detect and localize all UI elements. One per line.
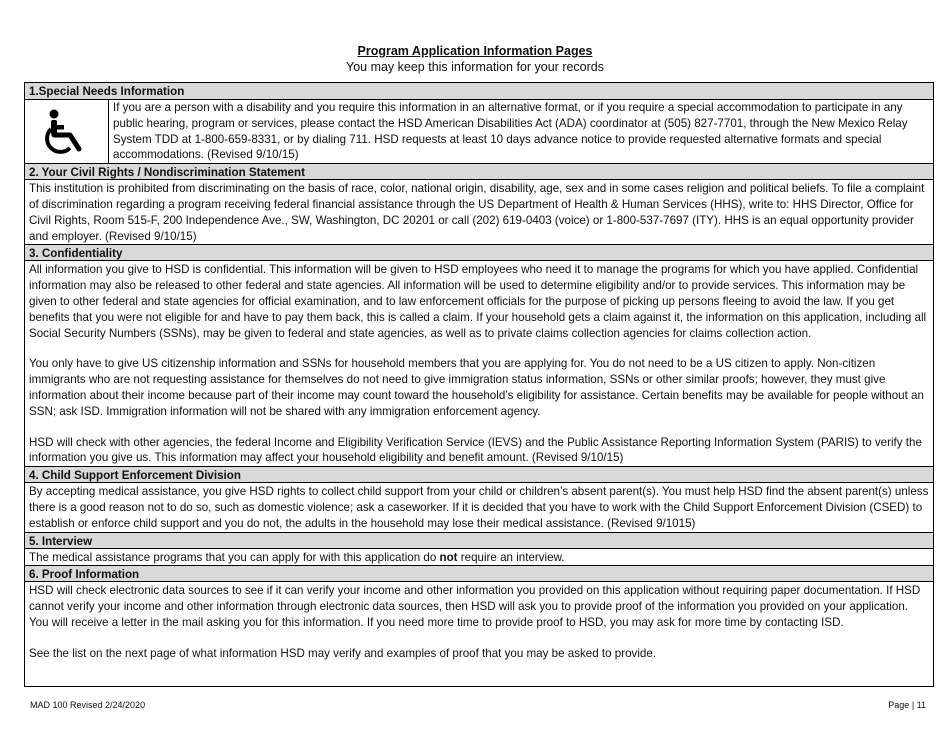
interview-text-end: require an interview. <box>457 550 565 564</box>
civil-rights-section <box>25 180 933 244</box>
proof-section <box>25 582 933 661</box>
page-number: Page | 11 <box>888 700 926 710</box>
page-title: Program Application Information Pages <box>357 44 593 58</box>
confidentiality-section <box>25 261 933 466</box>
section-heading-child-support: 4. Child Support Enforcement Division <box>25 466 933 483</box>
interview-text-emphasis: not <box>439 550 458 564</box>
section-heading-confidentiality: 3. Confidentiality <box>25 244 933 261</box>
section-heading-proof: 6. Proof Information <box>25 565 933 582</box>
proof-paragraph-1: HSD will check electronic data sources to see if it can verify your income and other information you provided on this application without requiring paper documentation. If HSD cannot verify your income and other information through electronic data sources, then HSD will ask you to provide proof of the information you provided on your application. You will receive a letter in the mail asking you for this information. If you need more time to provide proof to HSD, you may ask for more time by contacting ISD. <box>29 584 921 629</box>
section-heading-civil-rights: 2. Your Civil Rights / Nondiscrimination Statement <box>25 163 933 180</box>
icon-cell <box>25 100 109 163</box>
section-heading-interview: 5. Interview <box>25 532 933 549</box>
child-support-text: By accepting medical assistance, you give HSD rights to collect child support from your child or children’s absent parent(s). You must help HSD find the absent parent(s) unless there is a good reason not to do so, such as domestic violence; ask a caseworker. If it is decided that you have to work with the Child Support Enforcement Division (CSED) to establish or enforce child support and you do not, the adults in the household may lose their medical assistance. (Revised 9/1015) <box>29 485 929 530</box>
information-table <box>24 82 934 687</box>
page-subtitle: You may keep this information for your records <box>346 60 604 74</box>
form-revision-label: MAD 100 Revised 2/24/2020 <box>30 700 146 710</box>
civil-rights-text: This institution is prohibited from discriminating on the basis of race, color, national origin, disability, age, sex and in some cases religion and political beliefs. To file a complaint of discrimination regarding a program receiving federal financial assistance through the US Department of Health & Human Services (HHS), write to: HHS Director, Office for Civil Rights, Room 515-F, 200 Independence Ave., SW, Washington, DC 20201 or call (202) 619-0403 (voice) or 1-800-537-7697 (ITY). HHS is an equal opportunity provider and employer. (Revised 9/10/15) <box>29 182 925 243</box>
special-needs-text: If you are a person with a disability and you require this information in an alternative format, or if you require a special accommodation to participate in any public hearing, program or services, please contact the HSD American Disabilities Act (ADA) coordinator at (505) 827-7701, through the New Mexico Relay System TDD at 1-800-659-8331, or by dialing 711. HSD requests at least 10 days advance notice to provide requested alternative formats and special accommodations. (Revised 9/10/15) <box>113 101 908 162</box>
wheelchair-accessibility-icon <box>45 108 89 156</box>
interview-text-start: The medical assistance programs that you can apply for with this application do <box>29 550 440 564</box>
proof-paragraph-2: See the list on the next page of what information HSD may verify and examples of proof that you may be asked to provide. <box>29 646 657 660</box>
interview-text <box>29 550 929 566</box>
child-support-section <box>25 483 933 531</box>
section-heading-special-needs: 1.Special Needs Information <box>25 83 933 100</box>
special-needs-row <box>25 100 933 163</box>
confidentiality-paragraph-1: All information you give to HSD is confidential. This information will be given to HSD employees who need it to manage the programs for which you have applied. Confidential information may also be released to other federal and state agencies. All information will be used to determine eligibility and/or to provide services. This information may be given to other federal and state agencies for official examination, and to law enforcement officials for the purpose of picking up persons fleeing to avoid the law. If you get benefits that you were not eligible for and have to pay them back, this is called a claim. If your household gets a claim against it, the information on this application, including all Social Security Numbers (SSNs), may be given to federal and state agencies, as well as to private claims collection agencies for claims collection action. <box>29 263 927 340</box>
confidentiality-paragraph-2: You only have to give US citizenship information and SSNs for household members that you are applying for. You do not need to be a US citizen to apply. Non-citizen immigrants who are not requesting assistance for themselves do not need to give immigration status information, SSNs or other similar proofs; however, they must give information about their income because part of their income may count toward the household’s eligibility for assistance. Certain benefits may be available for people without an SSN; ask ISD. Immigration information will not be shared with any immigration enforcement agency. <box>29 357 924 418</box>
interview-section <box>25 549 933 566</box>
confidentiality-paragraph-3: HSD will check with other agencies, the federal Income and Eligibility Verification Service (IEVS) and the Public Assistance Reporting Information System (PARIS) to verify the information you give us. This information may affect your household eligibility and benefit amount. (Revised 9/10/15) <box>29 435 922 465</box>
